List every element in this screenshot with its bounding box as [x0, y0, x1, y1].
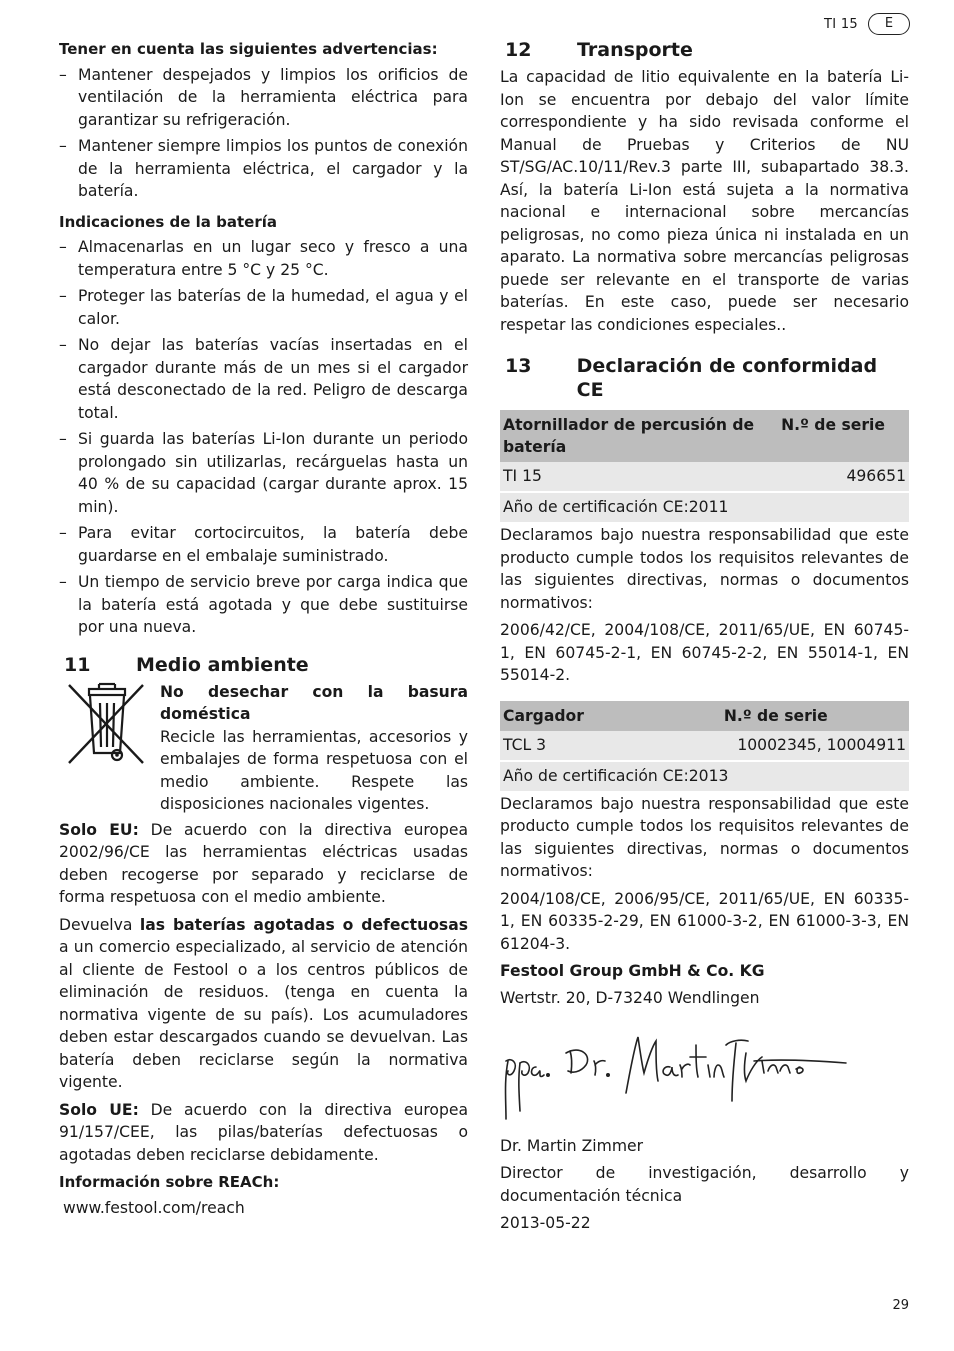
tool-conformity-table	[500, 410, 909, 522]
battery-list	[59, 236, 468, 639]
ue-text: De acuerdo con la directiva europea 91/157/CEE, las pilas/baterías defectuosas o agotadas deben reciclarse debidamente.	[59, 1100, 468, 1164]
table-row	[500, 731, 909, 761]
list-item: – Para evitar cortocircuitos, la batería debe guardarse en el embalaje suministrado.	[59, 522, 468, 567]
return-bold: las baterías agotadas o defectuosas	[139, 915, 468, 934]
section-number: 12	[505, 39, 532, 61]
product-cell: TCL 3	[500, 731, 721, 761]
list-item: – Proteger las baterías de la humedad, el agua y el calor.	[59, 285, 468, 330]
norms-paragraph: 2004/108/CE, 2006/95/CE, 2011/65/UE, EN 60335-1, EN 60335-2-29, EN 61000-3-2, EN 61000-3-3, EN 61204-3.	[500, 889, 909, 953]
return-pre: Devuelva	[59, 915, 140, 934]
warnings-list	[59, 64, 468, 203]
left-column	[59, 38, 468, 1219]
ue-paragraph	[59, 1099, 468, 1167]
signature-image	[500, 1031, 850, 1126]
section-number: 11	[64, 653, 91, 676]
list-item: – Un tiempo de servicio breve por carga indica que la batería está agotada y que debe sustituirse por una nueva.	[59, 571, 468, 639]
weee-block	[59, 681, 468, 816]
warnings-heading: Tener en cuenta las siguientes advertencias:	[59, 40, 438, 58]
section-11-heading	[59, 653, 468, 677]
section-title: Declaración de conformidad CE	[576, 355, 878, 401]
table-header: Cargador	[500, 701, 721, 731]
table-header: Atornillador de percusión de batería	[500, 410, 778, 462]
weee-body: Recicle las herramientas, accesorios y embalajes de forma respetuosa con el medio ambiente. Respete las disposiciones nacionales vigentes.	[160, 727, 468, 813]
table-row	[500, 492, 909, 522]
weee-heading: No desechar con la basura doméstica	[160, 682, 468, 723]
table-header: N.º de serie	[778, 410, 909, 462]
reach-heading: Información sobre REACh:	[59, 1173, 280, 1191]
section-12-heading	[500, 38, 909, 62]
section-title: Medio ambiente	[136, 653, 309, 676]
signer-name: Dr. Martin Zimmer	[500, 1136, 644, 1155]
serial-cell: 496651	[778, 462, 909, 492]
page-number: 29	[892, 1298, 909, 1313]
battery-heading: Indicaciones de la batería	[59, 212, 277, 231]
eu-text: De acuerdo con la directiva europea 2002/96/CE las herramientas eléctricas usadas deben recogerse por separado y reciclarse de forma respetuosa con el medio ambiente.	[59, 820, 468, 906]
cert-year-cell: Año de certificación CE:2011	[500, 492, 909, 522]
section-number: 13	[505, 355, 532, 377]
signer-role: Director de investigación, desarrollo y documentación técnica	[500, 1164, 909, 1205]
serial-cell: 10002345, 10004911	[721, 731, 909, 761]
declaration-paragraph: Declaramos bajo nuestra responsabilidad que este producto cumple todos los requisitos relevantes de las siguientes directivas, normas o documentos normativos:	[500, 794, 909, 880]
return-paragraph	[59, 914, 468, 1094]
table-row	[500, 761, 909, 791]
return-post: a un comercio especializado, al servicio de atención al cliente de Festool o a los centros públicos de eliminación de residuos. (tenga en cuenta la normativa vigente de su país). Los acumuladores deben estar descargados cuando se devuelvan. Las batería deben reciclarse según la normativa vigente.	[59, 938, 468, 1091]
company-address: Wertstr. 20, D-73240 Wendlingen	[500, 988, 760, 1007]
table-row	[500, 462, 909, 492]
norms-paragraph: 2006/42/CE, 2004/108/CE, 2011/65/UE, EN 60745-1, EN 60745-2-1, EN 60745-2-2, EN 55014-1, EN 55014-2.	[500, 621, 909, 684]
weee-text	[160, 681, 468, 816]
eu-label: Solo EU:	[59, 820, 139, 839]
product-cell: TI 15	[500, 462, 778, 492]
list-item: – Mantener despejados y limpios los orificios de ventilación de la herramienta eléctrica para garantizar su refrigeración.	[59, 64, 468, 132]
list-item: – Almacenarlas en un lugar seco y fresco a una temperatura entre 5 °C y 25 °C.	[59, 236, 468, 281]
company-name: Festool Group GmbH & Co. KG	[500, 962, 765, 980]
section-title: Transporte	[577, 39, 693, 61]
reach-link[interactable]: www.festool.com/reach	[63, 1198, 245, 1217]
declaration-date: 2013-05-22	[500, 1214, 591, 1232]
cert-year-cell: Año de certificación CE:2013	[500, 761, 909, 791]
table-header: N.º de serie	[721, 701, 909, 731]
list-item: – Mantener siempre limpios los puntos de conexión de la herramienta eléctrica, el cargador y la batería.	[59, 135, 468, 203]
list-item: – Si guarda las baterías Li-Ion durante un periodo prolongado sin utilizarlas, recárguelas hasta un 40 % de su capacidad (cargar durante aprox. 15 min).	[59, 428, 468, 518]
section-13-heading	[500, 354, 909, 402]
page-header	[824, 13, 910, 35]
transport-paragraph: La capacidad de litio equivalente en la batería Li-Ion se encuentra por debajo del valor límite correspondiente y ha sido revisada conforme el Manual de Pruebas y Criterios de NU ST/SG/AC.10/11/Rev.3 parte III, subapartado 38.3. Así, la batería Li-Ion está sujeta a la normativa nacional e internacional sobre mercancías peligrosas, no como pieza única ni instalada en un aparato. La normativa sobre mercancías peligrosas puede ser relevante en el transporte de varias baterías. En este caso, puede ser necesario respetar las condiciones especiales..	[500, 68, 909, 334]
charger-conformity-table	[500, 701, 909, 791]
right-column	[500, 38, 909, 1235]
model-label: TI 15	[824, 16, 858, 32]
list-item: – No dejar las baterías vacías insertadas en el cargador durante más de un mes si el cargador está desconectado de la red. Peligro de descarga total.	[59, 334, 468, 424]
eu-paragraph	[59, 819, 468, 909]
language-badge: E	[868, 13, 910, 35]
declaration-paragraph: Declaramos bajo nuestra responsabilidad que este producto cumple todos los requisitos relevantes de las siguientes directivas, normas o documentos normativos:	[500, 526, 909, 612]
crossed-bin-icon	[59, 681, 154, 771]
ue-label: Solo UE:	[59, 1100, 139, 1119]
